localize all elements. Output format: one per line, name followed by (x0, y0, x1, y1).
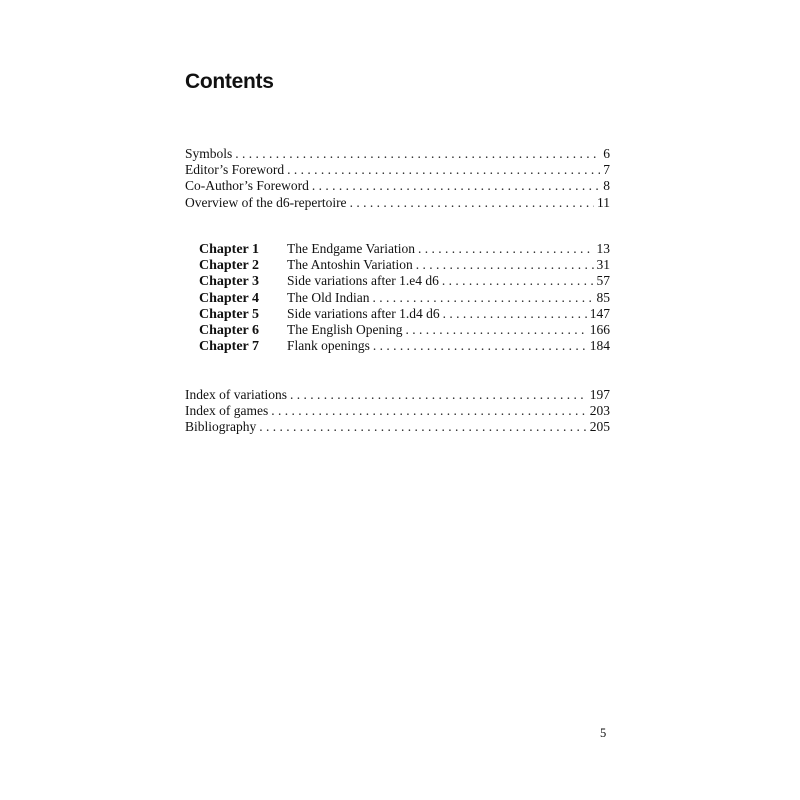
toc-entry[interactable] (185, 162, 610, 178)
chapter-page: 147 (589, 305, 610, 321)
toc-entry[interactable] (185, 146, 610, 162)
chapter-title: Side variations after 1.e4 d6 (287, 273, 439, 289)
chapter-title: Flank openings (287, 338, 370, 354)
front-matter-list (185, 146, 610, 211)
dot-leader (290, 387, 587, 403)
chapter-entry[interactable] (199, 257, 610, 273)
chapter-entry[interactable] (199, 290, 610, 306)
chapter-page: 31 (596, 257, 610, 273)
chapter-title: Side variations after 1.d4 d6 (287, 305, 440, 321)
dot-leader (418, 241, 594, 257)
chapter-label: Chapter 5 (199, 306, 260, 322)
chapter-label: Chapter 2 (199, 258, 260, 274)
toc-entry-page: 203 (589, 403, 610, 419)
page-title: Contents (185, 70, 274, 93)
toc-entry-title: Bibliography (185, 419, 257, 435)
toc-entry[interactable] (185, 387, 610, 403)
toc-entry-page: 7 (603, 162, 610, 178)
page-number: 5 (600, 726, 607, 740)
dot-leader (271, 403, 587, 419)
dot-leader (416, 257, 594, 273)
dot-leader (373, 338, 587, 354)
toc-entry-title: Symbols (185, 146, 233, 161)
chapter-page: 85 (596, 289, 610, 305)
chapter-title: The English Opening (287, 321, 403, 337)
chapter-title: The Endgame Variation (287, 241, 415, 256)
toc-entry-page: 8 (603, 178, 610, 194)
toc-entry-page: 205 (589, 419, 610, 435)
dot-leader (287, 162, 600, 178)
dot-leader (405, 322, 586, 338)
dot-leader (312, 178, 600, 194)
dot-leader (259, 419, 587, 435)
chapter-page: 13 (596, 241, 610, 256)
toc-entry-page: 197 (589, 387, 610, 402)
toc-entry-title: Index of variations (185, 387, 287, 402)
dot-leader (443, 306, 587, 322)
dot-leader (235, 146, 600, 162)
chapter-entry[interactable] (199, 322, 610, 338)
toc-entry[interactable] (185, 178, 610, 194)
toc-entry-title: Editor’s Foreword (185, 162, 285, 178)
toc-entry-title: Index of games (185, 403, 269, 419)
chapter-entry[interactable] (199, 273, 610, 289)
toc-entry-title: Co-Author’s Foreword (185, 178, 309, 194)
dot-leader (350, 195, 594, 211)
chapter-list (199, 241, 610, 354)
chapter-label: Chapter 1 (199, 242, 260, 257)
chapter-entry[interactable] (199, 306, 610, 322)
toc-entry-title: Overview of the d6-repertoire (185, 194, 347, 210)
chapter-page: 166 (589, 321, 610, 337)
chapter-entry[interactable] (199, 241, 610, 257)
chapter-label: Chapter 6 (199, 322, 260, 338)
toc-entry[interactable] (185, 419, 610, 435)
toc-entry-page: 11 (597, 194, 610, 210)
toc-entry-page: 6 (603, 146, 610, 161)
toc-entry[interactable] (185, 403, 610, 419)
chapter-page: 184 (589, 338, 610, 354)
chapter-entry[interactable] (199, 338, 610, 354)
chapter-page: 57 (596, 273, 610, 289)
chapter-label: Chapter 7 (199, 339, 260, 355)
dot-leader (372, 290, 593, 306)
toc-entry[interactable] (185, 195, 610, 211)
chapter-label: Chapter 3 (199, 274, 260, 290)
chapter-title: The Antoshin Variation (287, 257, 413, 273)
chapter-label: Chapter 4 (199, 290, 260, 306)
chapter-title: The Old Indian (287, 289, 370, 305)
back-matter-list (185, 387, 610, 436)
dot-leader (442, 273, 594, 289)
